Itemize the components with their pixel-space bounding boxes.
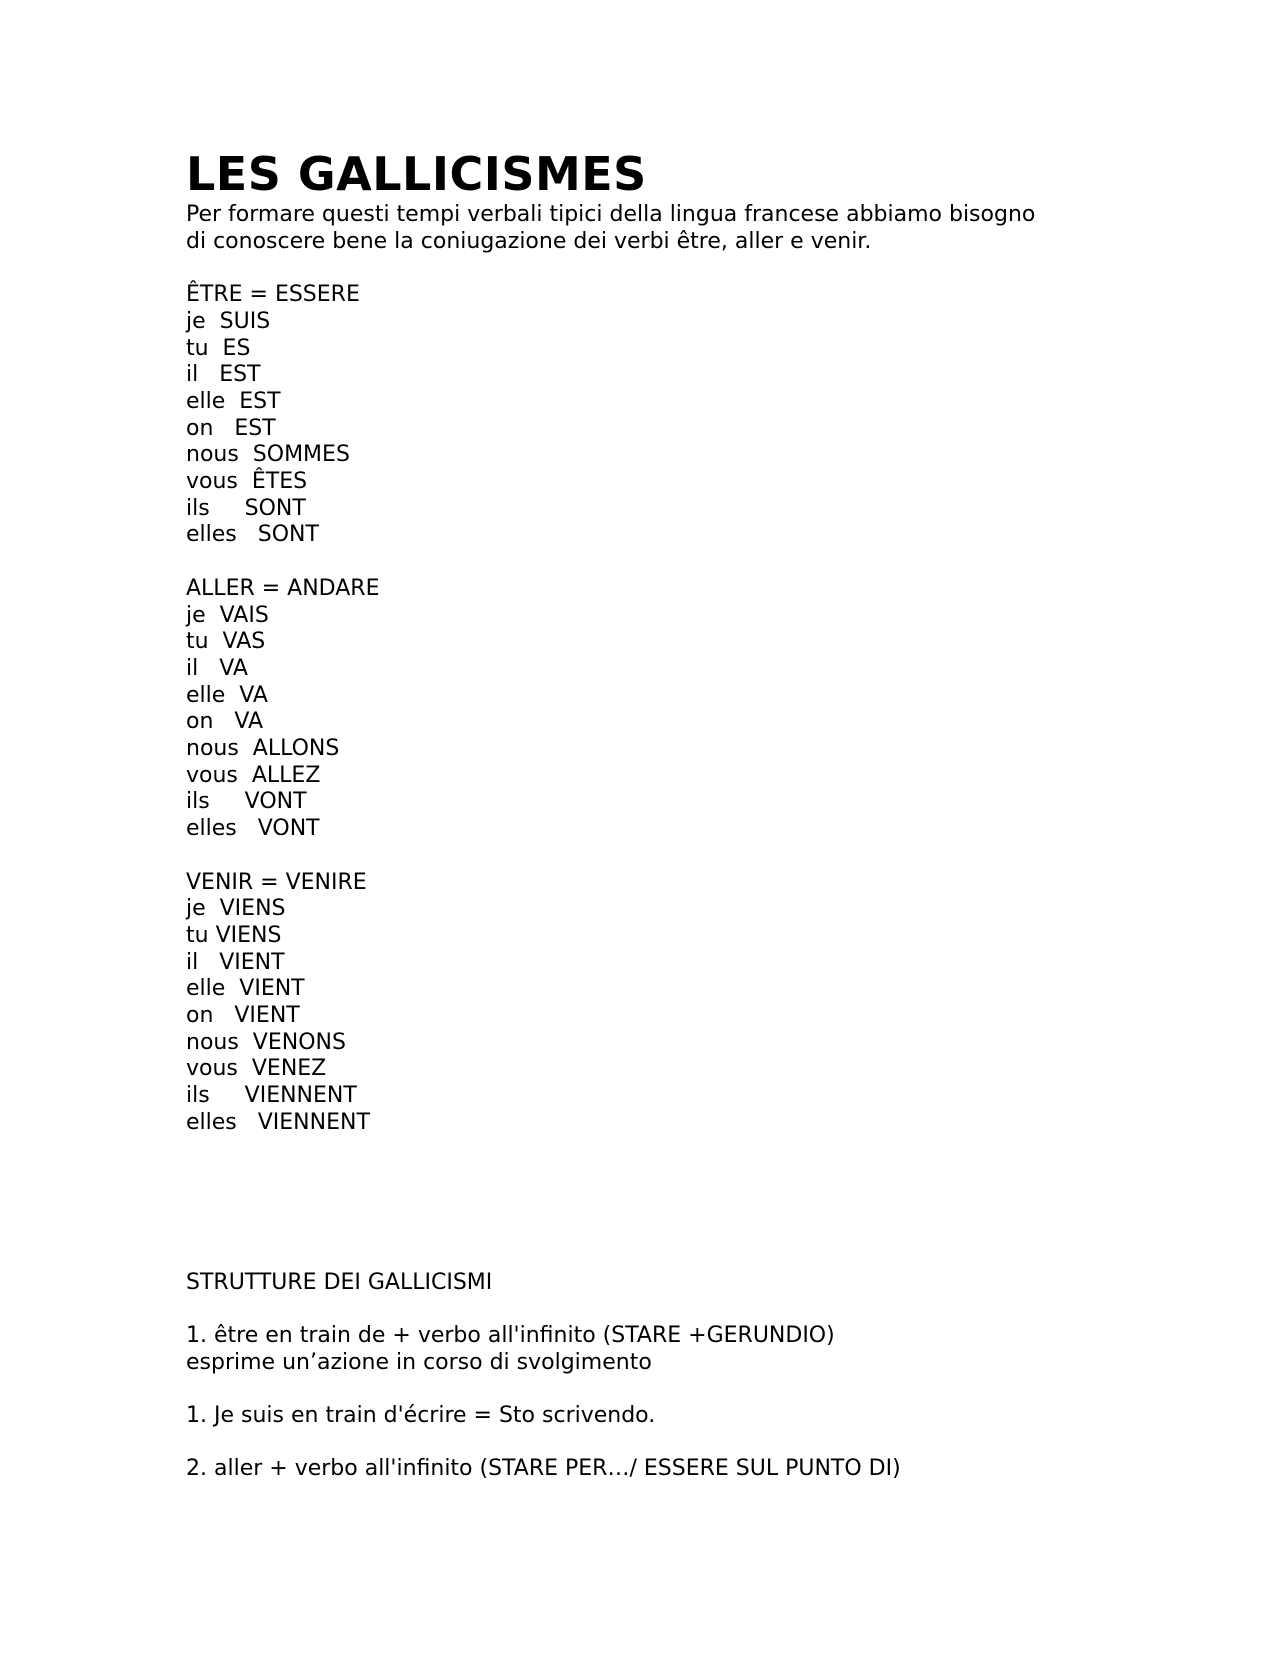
conjugation-line: je VIENS [186,896,286,922]
conjugation-line: nous ALLONS [186,736,340,762]
conjugation-line: elles VONT [186,816,320,842]
conjugation-line: nous VENONS [186,1029,346,1055]
conjugation-line: il VIENT [186,949,285,975]
conjugation-line: on VA [186,709,264,735]
conjugation-line: tu VIENS [186,922,282,948]
structure-description-1: esprime un’azione in corso di svolgimento [186,1349,652,1375]
conjugation-line: je SUIS [186,308,271,334]
document-title: LES GALLICISMES [186,147,647,201]
verb-aller-block [186,576,1086,843]
spacer [186,1137,1086,1270]
conjugation-line: elle VIENT [186,976,305,1002]
conjugation-line: nous SOMMES [186,442,350,468]
spacer [186,1430,1086,1457]
conjugation-line: elle VA [186,682,268,708]
conjugation-line: vous VENEZ [186,1056,327,1082]
conjugation-line: ils SONT [186,495,306,521]
spacer [186,549,1086,576]
conjugation-line: il EST [186,362,261,388]
intro-line-2: di conoscere bene la coniugazione dei verbi être, aller e venir. [186,228,872,254]
intro-line-1: Per formare questi tempi verbali tipici della lingua francese abbiamo bisogno [186,202,1036,227]
conjugation-line: ils VONT [186,789,307,815]
conjugation-line: on EST [186,415,276,441]
conjugation-line: ils VIENNENT [186,1083,357,1109]
verb-heading: ALLER = ANDARE [186,575,380,601]
conjugation-line: elles SONT [186,522,319,548]
verb-etre-block [186,282,1086,549]
spacer [186,1296,1086,1323]
spacer [186,1376,1086,1403]
verb-venir-block [186,870,1086,1137]
structures-heading: STRUTTURE DEI GALLICISMI [186,1269,493,1295]
conjugation-line: tu VAS [186,629,266,655]
conjugation-line: je VAIS [186,602,269,628]
conjugation-line: il VA [186,655,248,681]
verb-heading: VENIR = VENIRE [186,869,367,895]
spacer [186,843,1086,870]
conjugation-line: elles VIENNENT [186,1109,370,1135]
document-page [186,146,1086,1483]
structure-rule-1: 1. être en train de + verbo all'infinito (STARE +GERUNDIO) [186,1322,835,1348]
conjugation-line: vous ALLEZ [186,762,321,788]
structure-rule-2: 2. aller + verbo all'infinito (STARE PER…/ ESSERE SUL PUNTO DI) [186,1456,901,1482]
spacer [186,255,1086,282]
verb-heading: ÊTRE = ESSERE [186,282,360,308]
conjugation-line: tu ES [186,335,251,361]
structure-example-1: 1. Je suis en train d'écrire = Sto scrivendo. [186,1403,656,1429]
conjugation-line: elle EST [186,388,281,414]
structures-section [186,1270,1086,1484]
conjugation-line: on VIENT [186,1003,300,1029]
conjugation-line: vous ÊTES [186,469,308,495]
